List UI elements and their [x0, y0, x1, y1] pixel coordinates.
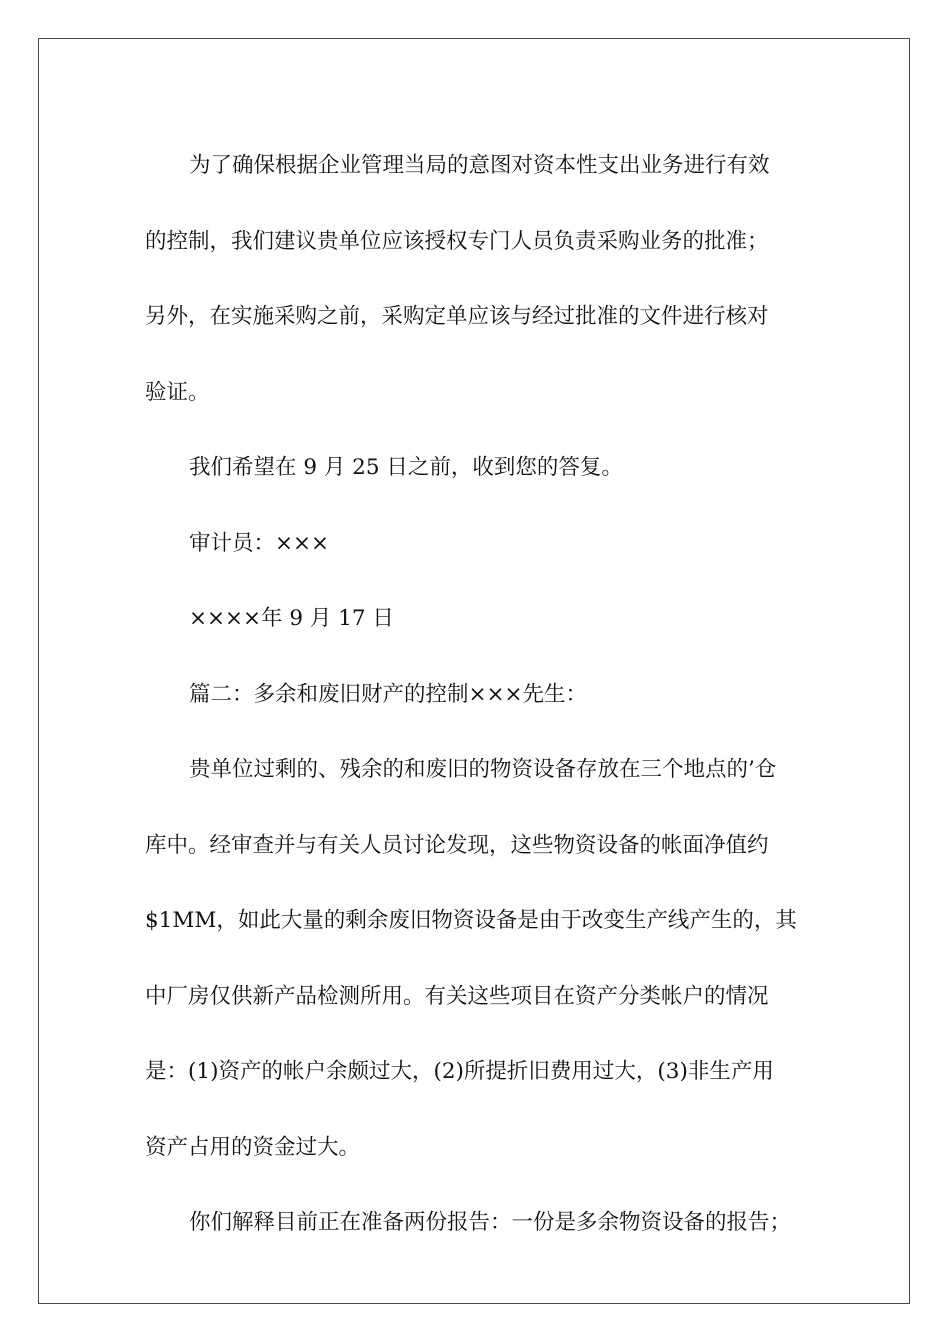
text-line: 资产占用的资金过大。: [145, 1134, 361, 1160]
text-line: 验证。: [145, 379, 210, 405]
text-line: 你们解释目前正在准备两份报告：一份是多余物资设备的报告；: [189, 1210, 792, 1235]
letter-date: ××××年 9 月 17 日: [189, 606, 394, 631]
text-line: 库中。经审查并与有关人员讨论发现，这些物资设备的帐面净值约: [145, 832, 769, 858]
section-heading: 篇二：多余和废旧财产的控制×××先生：: [189, 681, 588, 707]
text-line: 为了确保根据企业管理当局的意图对资本性支出业务进行有效: [189, 153, 770, 178]
auditor-signature: 审计员：×××: [189, 530, 330, 556]
document-body: [145, 128, 810, 1261]
text-line: $1MM，如此大量的剩余废旧物资设备是由于改变生产线产生的，其: [145, 908, 797, 933]
text-line: 的控制，我们建议贵单位应该授权专门人员负责采购业务的批准；: [145, 228, 769, 254]
text-line: 中厂房仅供新产品检测所用。有关这些项目在资产分类帐户的情况: [145, 983, 769, 1009]
text-line: 我们希望在 9 月 25 日之前，收到您的答复。: [189, 455, 623, 480]
text-line: 贵单位过剩的、残余的和废旧的物资设备存放在三个地点的’仓: [189, 757, 777, 782]
text-line: 另外，在实施采购之前，采购定单应该与经过批准的文件进行核对: [145, 304, 769, 329]
text-line: 是：(1)资产的帐户余颇过大，(2)所提折旧费用过大，(3)非生产用: [145, 1059, 774, 1084]
